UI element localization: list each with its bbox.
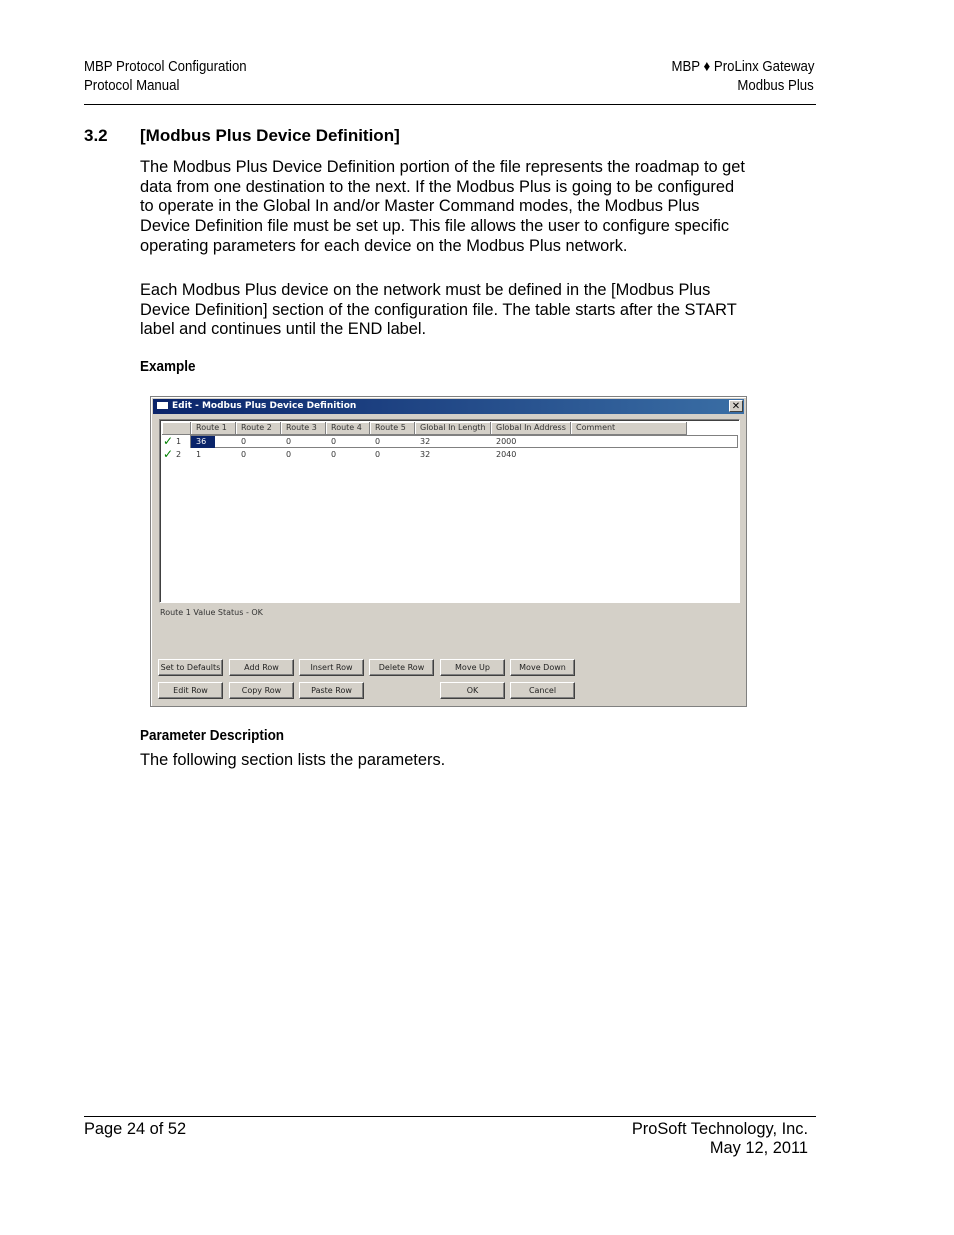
edit-dialog [150, 396, 747, 707]
header-doc-title: MBP Protocol Configuration [84, 58, 247, 75]
header-protocol: Modbus Plus [737, 77, 814, 94]
dialog-titlebar [153, 399, 744, 414]
table-cell[interactable]: 0 [286, 450, 292, 459]
section-paragraph-1: The Modbus Plus Device Definition portion of the file represents the roadmap to get data from one destination to the next. If the Modbus Plus is going to be configured to operate in the Global In and/or Master Command modes, the Modbus Plus Device Definition file must be set up. This file allows the user to configure specific operating parameters for each device on the Modbus Plus network. [140, 158, 745, 255]
status-text: Route 1 Value Status - OK [160, 608, 263, 617]
check-icon: ✓ [163, 434, 174, 448]
edit-row-button[interactable]: Edit Row [158, 682, 223, 699]
header-product: MBP ♦ ProLinx Gateway [671, 58, 814, 75]
delete-row-button[interactable]: Delete Row [369, 659, 434, 676]
parameter-description-heading: Parameter Description [140, 727, 285, 744]
table-cell[interactable]: 0 [241, 450, 247, 459]
table-cell[interactable]: 2000 [496, 437, 517, 446]
table-cell[interactable]: 0 [375, 437, 381, 446]
table-row-number[interactable]: 1 [176, 437, 182, 446]
footer-company: ProSoft Technology, Inc. [631, 1120, 808, 1138]
header-rule [84, 104, 816, 105]
add-row-button[interactable]: Add Row [229, 659, 294, 676]
check-icon: ✓ [163, 447, 174, 461]
definition-grid[interactable] [159, 419, 740, 603]
table-cell[interactable]: 0 [331, 437, 337, 446]
table-cell[interactable]: 0 [331, 450, 337, 459]
grid-header-comment[interactable]: Comment [571, 422, 687, 435]
table-cell[interactable]: 32 [420, 437, 431, 446]
table-cell[interactable]: 0 [375, 450, 381, 459]
footer-page-number: Page 24 of 52 [84, 1120, 187, 1138]
table-cell[interactable]: 2040 [496, 450, 517, 459]
close-icon[interactable]: ✕ [729, 400, 743, 412]
table-cell[interactable]: 1 [196, 450, 202, 459]
move-down-button[interactable]: Move Down [510, 659, 575, 676]
table-cell[interactable]: 0 [286, 437, 292, 446]
table-cell-selected[interactable]: 36 [191, 436, 215, 448]
copy-row-button[interactable]: Copy Row [229, 682, 294, 699]
insert-row-button[interactable]: Insert Row [299, 659, 364, 676]
dialog-title: Edit - Modbus Plus Device Definition [172, 401, 357, 411]
grid-header-route3[interactable]: Route 3 [281, 422, 326, 435]
grid-header-global-in-address[interactable]: Global In Address [491, 422, 571, 435]
grid-header-route1[interactable]: Route 1 [191, 422, 236, 435]
section-paragraph-2: Each Modbus Plus device on the network must be defined in the [Modbus Plus Device Definition] section of the configuration file. The table starts after the START label and continues until the END label. [140, 281, 737, 339]
footer-rule [84, 1116, 816, 1117]
footer-date: May 12, 2011 [709, 1139, 808, 1157]
header-doc-subtitle: Protocol Manual [84, 77, 180, 94]
set-defaults-button[interactable]: Set to Defaults [158, 659, 223, 676]
table-row-number[interactable]: 2 [176, 450, 182, 459]
section-number: 3.2 [84, 126, 108, 145]
cancel-button[interactable]: Cancel [510, 682, 575, 699]
window-icon [156, 399, 169, 410]
section-title: [Modbus Plus Device Definition] [140, 126, 400, 145]
grid-header-global-in-length[interactable]: Global In Length [415, 422, 491, 435]
move-up-button[interactable]: Move Up [440, 659, 505, 676]
table-cell[interactable]: 32 [420, 450, 431, 459]
ok-button[interactable]: OK [440, 682, 505, 699]
table-row-focus-outline [190, 435, 738, 448]
grid-header-route2[interactable]: Route 2 [236, 422, 281, 435]
example-heading: Example [140, 358, 196, 375]
paste-row-button[interactable]: Paste Row [299, 682, 364, 699]
table-cell[interactable]: 0 [241, 437, 247, 446]
grid-header-route5[interactable]: Route 5 [370, 422, 415, 435]
parameter-description-text: The following section lists the parameters. [140, 751, 446, 769]
grid-header-route4[interactable]: Route 4 [326, 422, 370, 435]
